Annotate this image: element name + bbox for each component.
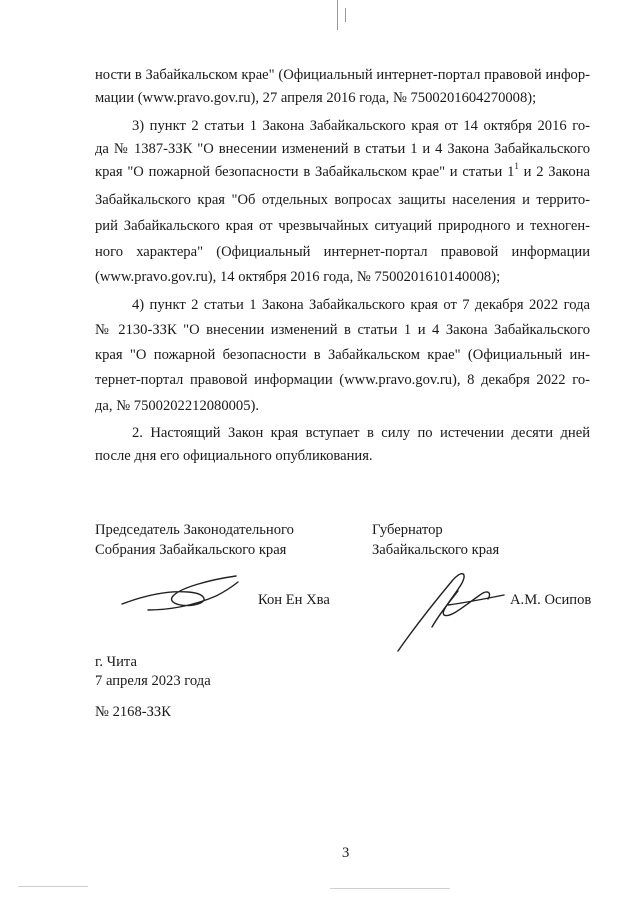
body-line: края "О пожарной безопасности в Забайкальском крае" (Официальный ин- <box>95 347 590 363</box>
body-line: 4) пункт 2 статьи 1 Закона Забайкальского края от 7 декабря 2022 года <box>132 297 590 313</box>
page-number: 3 <box>342 845 350 861</box>
body-line: мации (www.pravo.gov.ru), 27 апреля 2016 года, № 7500201604270008); <box>95 90 537 106</box>
left-signatory-title: Собрания Забайкальского края <box>95 542 287 558</box>
superscript: 1 <box>514 161 519 172</box>
right-handwritten-signature <box>392 565 508 660</box>
body-line: да № 1387-ЗЗК "О внесении изменений в статьи 1 и 4 Закона Забайкальского <box>95 141 590 157</box>
body-line: рий Забайкальского края от чрезвычайных ситуаций природного и техноген- <box>95 218 590 234</box>
law-number: № 2168-ЗЗК <box>95 704 171 720</box>
right-signatory-title: Забайкальского края <box>372 542 500 558</box>
body-line: 2. Настоящий Закон края вступает в силу по истечении десяти дней <box>132 425 590 441</box>
body-line: ного характера" (Официальный интернет-портал правовой информации <box>95 244 590 260</box>
signing-date: 7 апреля 2023 года <box>95 673 211 689</box>
scan-mark <box>18 886 88 887</box>
body-line <box>95 163 590 182</box>
right-signatory-name: А.М. Осипов <box>510 592 592 608</box>
right-signatory-title: Губернатор <box>372 522 443 538</box>
body-line: 3) пункт 2 статьи 1 Закона Забайкальского края от 14 октября 2016 го- <box>132 118 590 134</box>
body-line: тернет-портал правовой информации (www.pravo.gov.ru), 8 декабря 2022 го- <box>95 372 590 388</box>
scan-mark <box>330 888 450 889</box>
body-line: ности в Забайкальском крае" (Официальный интернет-портал правовой инфор- <box>95 67 590 83</box>
body-line: Забайкальского края "Об отдельных вопросах защиты населения и террито- <box>95 192 590 208</box>
scan-mark <box>345 8 346 22</box>
body-line: да, № 7500202212080005). <box>95 398 260 414</box>
city: г. Чита <box>95 654 137 670</box>
body-text: края "О пожарной безопасности в Забайкальском крае" и статьи 1 <box>95 164 515 180</box>
left-signatory-title: Председатель Законодательного <box>95 522 294 538</box>
body-line: (www.pravo.gov.ru), 14 октября 2016 года, № 7500201610140008); <box>95 269 501 285</box>
body-line: после дня его официального опубликования. <box>95 448 373 464</box>
body-text: и 2 Закона <box>518 164 590 180</box>
scan-mark <box>337 0 338 30</box>
left-handwritten-signature <box>118 570 248 620</box>
left-signatory-name: Кон Ен Хва <box>258 592 330 608</box>
body-line: № 2130-ЗЗК "О внесении изменений в статьи 1 и 4 Закона Забайкальского <box>95 322 590 338</box>
